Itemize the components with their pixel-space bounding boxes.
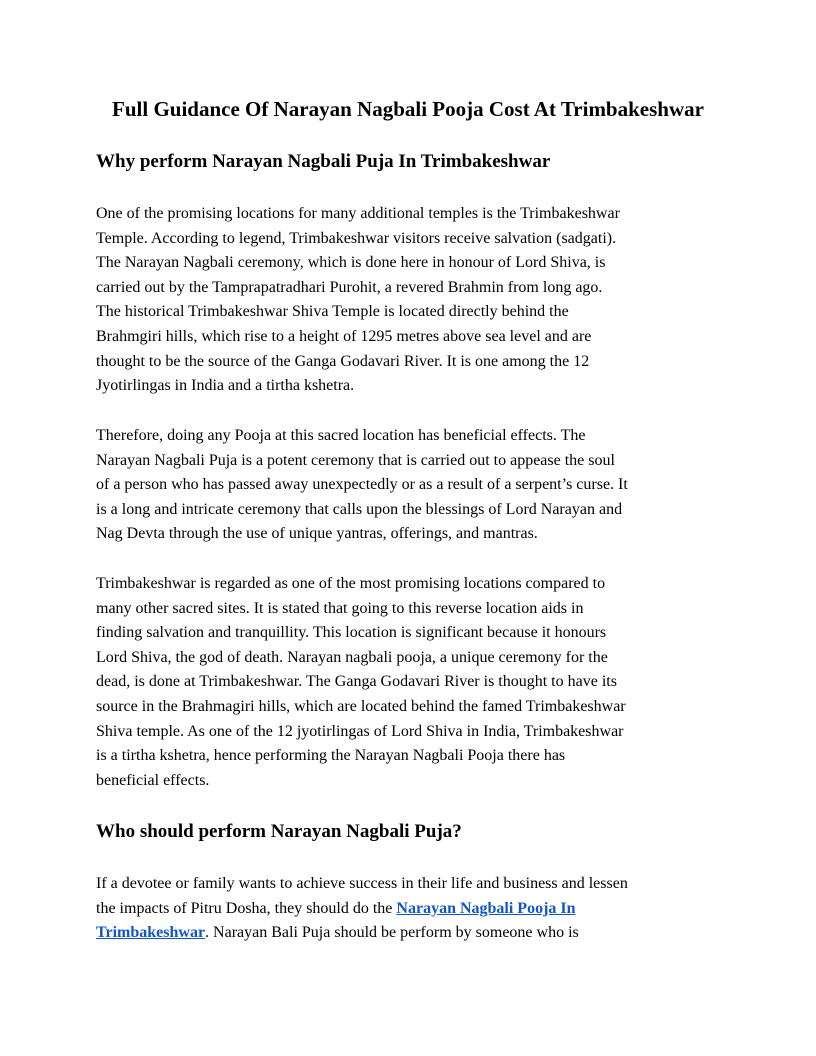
text-line: is a tirtha kshetra, hence performing the Narayan Nagbali Pooja there has xyxy=(96,747,566,765)
text-line: thought to be the source of the Ganga Godavari River. It is one among the 12 xyxy=(96,352,590,370)
text-fragment: the impacts of Pitru Dosha, they should do the xyxy=(96,899,397,917)
text-line: The historical Trimbakeshwar Shiva Temple is located directly behind the xyxy=(96,303,569,321)
text-line: Trimbakeshwar is regarded as one of the most promising locations compared to xyxy=(96,575,606,592)
text-line: Narayan Nagbali Puja is a potent ceremony that is carried out to appease the soul xyxy=(96,451,615,469)
text-line: finding salvation and tranquillity. This location is significant because it honours xyxy=(96,624,607,642)
text-line xyxy=(96,921,720,946)
text-line: Nag Devta through the use of unique yantras, offerings, and mantras. xyxy=(96,525,538,543)
paragraph-who-should-perform xyxy=(96,872,720,946)
document-title: Full Guidance Of Narayan Nagbali Pooja Cost At Trimbakeshwar xyxy=(112,97,704,121)
text-line: dead, is done at Trimbakeshwar. The Ganga Godavari River is thought to have its xyxy=(96,673,617,691)
section-heading-who-should-perform: Who should perform Narayan Nagbali Puja? xyxy=(96,821,462,842)
text-line: Therefore, doing any Pooja at this sacred location has beneficial effects. The xyxy=(96,427,586,444)
text-line xyxy=(96,897,720,922)
text-line: is a long and intricate ceremony that calls upon the blessings of Lord Narayan and xyxy=(96,500,623,518)
paragraph-intro xyxy=(96,202,720,399)
text-line: of a person who has passed away unexpectedly or as a result of a serpent’s curse. It xyxy=(96,476,628,494)
text-line: many other sacred sites. It is stated that going to this reverse location aids in xyxy=(96,599,584,617)
text-line: One of the promising locations for many additional temples is the Trimbakeshwar xyxy=(96,205,620,222)
text-line: Jyotirlingas in India and a tirtha kshetra. xyxy=(96,377,355,395)
text-line: Temple. According to legend, Trimbakeshwar visitors receive salvation (sadgati). xyxy=(96,229,617,247)
paragraph-trimbakeshwar-significance xyxy=(96,572,720,793)
narayan-nagbali-pooja-link[interactable]: Narayan Nagbali Pooja In xyxy=(396,899,576,917)
paragraph-beneficial-effects xyxy=(96,424,720,547)
text-line: Brahmgiri hills, which rise to a height of 1295 metres above sea level and are xyxy=(96,327,592,345)
text-line: source in the Brahmagiri hills, which are located behind the famed Trimbakeshwar xyxy=(96,697,626,715)
section-heading-why-perform: Why perform Narayan Nagbali Puja In Trimbakeshwar xyxy=(96,151,551,172)
text-line: Shiva temple. As one of the 12 jyotirlingas of Lord Shiva in India, Trimbakeshwar xyxy=(96,722,624,740)
text-line: Lord Shiva, the god of death. Narayan nagbali pooja, a unique ceremony for the xyxy=(96,648,608,666)
text-line: If a devotee or family wants to achieve success in their life and business and lessen xyxy=(96,875,628,892)
text-fragment: . Narayan Bali Puja should be perform by someone who is xyxy=(205,924,579,942)
text-line: The Narayan Nagbali ceremony, which is done here in honour of Lord Shiva, is xyxy=(96,254,606,272)
text-line: carried out by the Tamprapatradhari Purohit, a revered Brahmin from long ago. xyxy=(96,278,603,296)
narayan-nagbali-pooja-link-continued[interactable]: Trimbakeshwar xyxy=(96,924,206,942)
text-line: beneficial effects. xyxy=(96,771,210,789)
